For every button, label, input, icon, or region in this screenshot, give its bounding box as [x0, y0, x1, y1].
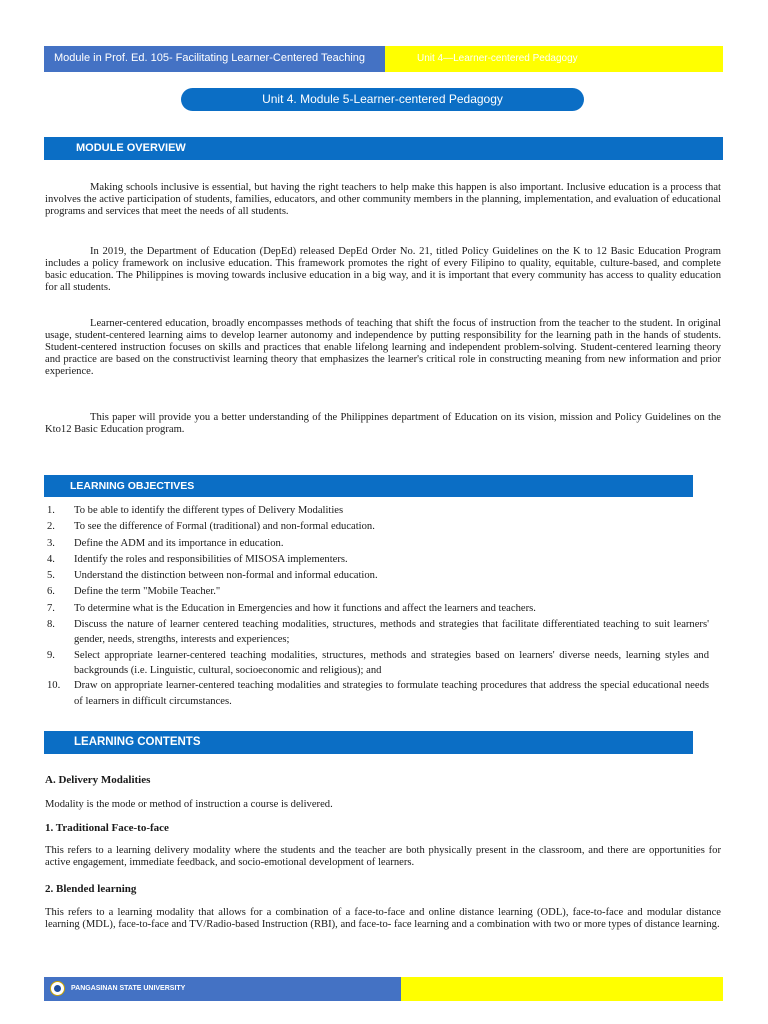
objective-text: To determine what is the Education in Emergencies and how it functions and affect the learners and teachers.	[74, 602, 536, 614]
overview-paragraph-2: In 2019, the Department of Education (DepEd) released DepEd Order No. 21, titled Policy Guidelines on the K to 12 Basic Education Program includes a policy framework on inclusive education. This framework promotes the right of every Filipino to quality, equitable, culture-based, and complete basic education. The Philippines is moving towards inclusive education in a big way, and it is important that every community has access to quality education for all students.	[45, 246, 721, 293]
traditional-face-to-face-title: 1. Traditional Face-to-face	[45, 822, 169, 834]
objective-number: 9.	[47, 649, 55, 661]
objective-text: Select appropriate learner-centered teaching modalities, structures, methods and strategies based on learners' diverse needs, learning styles and backgrounds (i.e. Linguistic, cultural, socioeconomic and religious); and	[74, 649, 709, 676]
overview-paragraph-3: Learner-centered education, broadly encompasses methods of teaching that shift the focus of instruction from the teacher to the student. In original usage, student-centered learning aims to develop learner autonomy and independence by putting responsibility for the learning path in the hands of students. Student-centered instruction focuses on skills and practices that enable lifelong learning and independent problem-solving. Student-centered learning theory and practice are based on the constructivist learning theory that emphasizes the learner's critical role in constructing meaning from new information and prior experience.	[45, 318, 721, 377]
list-item	[45, 678, 709, 709]
objective-number: 2.	[47, 521, 55, 533]
objective-number: 1.	[47, 505, 55, 516]
objective-text: To be able to identify the different types of Delivery Modalities	[74, 505, 344, 516]
objective-text: Discuss the nature of learner centered teaching modalities, structures, methods and strategies that facilitate differentiated teaching to suit learners' gender, needs, strengths, interests and experiences;	[74, 619, 709, 646]
module-overview-heading: MODULE OVERVIEW	[44, 137, 723, 160]
list-item	[45, 552, 709, 568]
objective-text: Identify the roles and responsibilities of MISOSA implementers.	[74, 553, 348, 565]
objective-number: 5.	[47, 570, 55, 582]
footer-yellow-band	[401, 977, 723, 1001]
overview-paragraph-1: Making schools inclusive is essential, but having the right teachers to help make this happen is also important. Inclusive education is a process that involves the active participation of students, families, educators, and other community members in the planning, implementation, and evaluation of educational programs and services that meet the needs of all students.	[45, 182, 721, 217]
learning-objectives-heading: LEARNING OBJECTIVES	[44, 475, 693, 497]
section-a-title: A. Delivery Modalities	[45, 774, 151, 786]
header-module-title: Module in Prof. Ed. 105- Facilitating Learner-Centered Teaching	[54, 52, 366, 64]
list-item	[45, 519, 709, 535]
list-item	[45, 648, 709, 679]
modality-definition: Modality is the mode or method of instruction a course is delivered.	[45, 799, 333, 810]
objective-number: 3.	[47, 537, 55, 549]
list-item	[45, 617, 709, 648]
blended-learning-title: 2. Blended learning	[45, 883, 137, 895]
header-right-band	[385, 46, 723, 72]
list-item	[45, 601, 709, 617]
blended-learning-text: This refers to a learning modality that allows for a combination of a face-to-face and online distance learning (ODL), face-to-face and modular distance learning (MDL), face-to-face and TV/Radio-based Instruction (RBI), and face-to- face learning and a combination with two or more types of distance learning.	[45, 907, 721, 930]
objective-text: Define the term "Mobile Teacher."	[74, 586, 221, 598]
objective-number: 6.	[47, 586, 55, 598]
unit-module-title: Unit 4. Module 5-Learner-centered Pedagogy	[181, 88, 584, 111]
header-unit-title: Unit 4—Learner-centered Pedagogy	[417, 53, 578, 64]
objective-number: 7.	[47, 602, 55, 614]
learning-contents-heading: LEARNING CONTENTS	[44, 731, 693, 754]
objective-text: Draw on appropriate learner-centered teaching modalities and strategies to formulate teaching procedures that address the special educational needs of learners in difficult circumstances.	[74, 680, 709, 707]
objective-text: Understand the distinction between non-formal and informal education.	[74, 570, 378, 582]
footer-university-name: PANGASINAN STATE UNIVERSITY	[71, 985, 186, 992]
objectives-list	[45, 503, 709, 709]
overview-paragraph-4: This paper will provide you a better understanding of the Philippines department of Education on its vision, mission and Policy Guidelines on the Kto12 Basic Education program.	[45, 412, 721, 435]
traditional-face-to-face-text: This refers to a learning delivery modality where the students and the teacher are both physically present in the classroom, and there are opportunities for active engagement, immediate feedback, and socio-emotional development of learners.	[45, 845, 721, 868]
objective-text: To see the difference of Formal (traditional) and non-formal education.	[74, 521, 375, 533]
objective-number: 4.	[47, 553, 55, 565]
list-item	[45, 584, 709, 600]
list-item	[45, 503, 709, 519]
objective-text: Define the ADM and its importance in education.	[74, 537, 284, 549]
university-seal-icon	[50, 981, 65, 996]
list-item	[45, 568, 709, 584]
header-left-band	[44, 46, 385, 72]
list-item	[45, 536, 709, 552]
objective-number: 8.	[47, 619, 55, 631]
objective-number: 10.	[47, 680, 61, 692]
